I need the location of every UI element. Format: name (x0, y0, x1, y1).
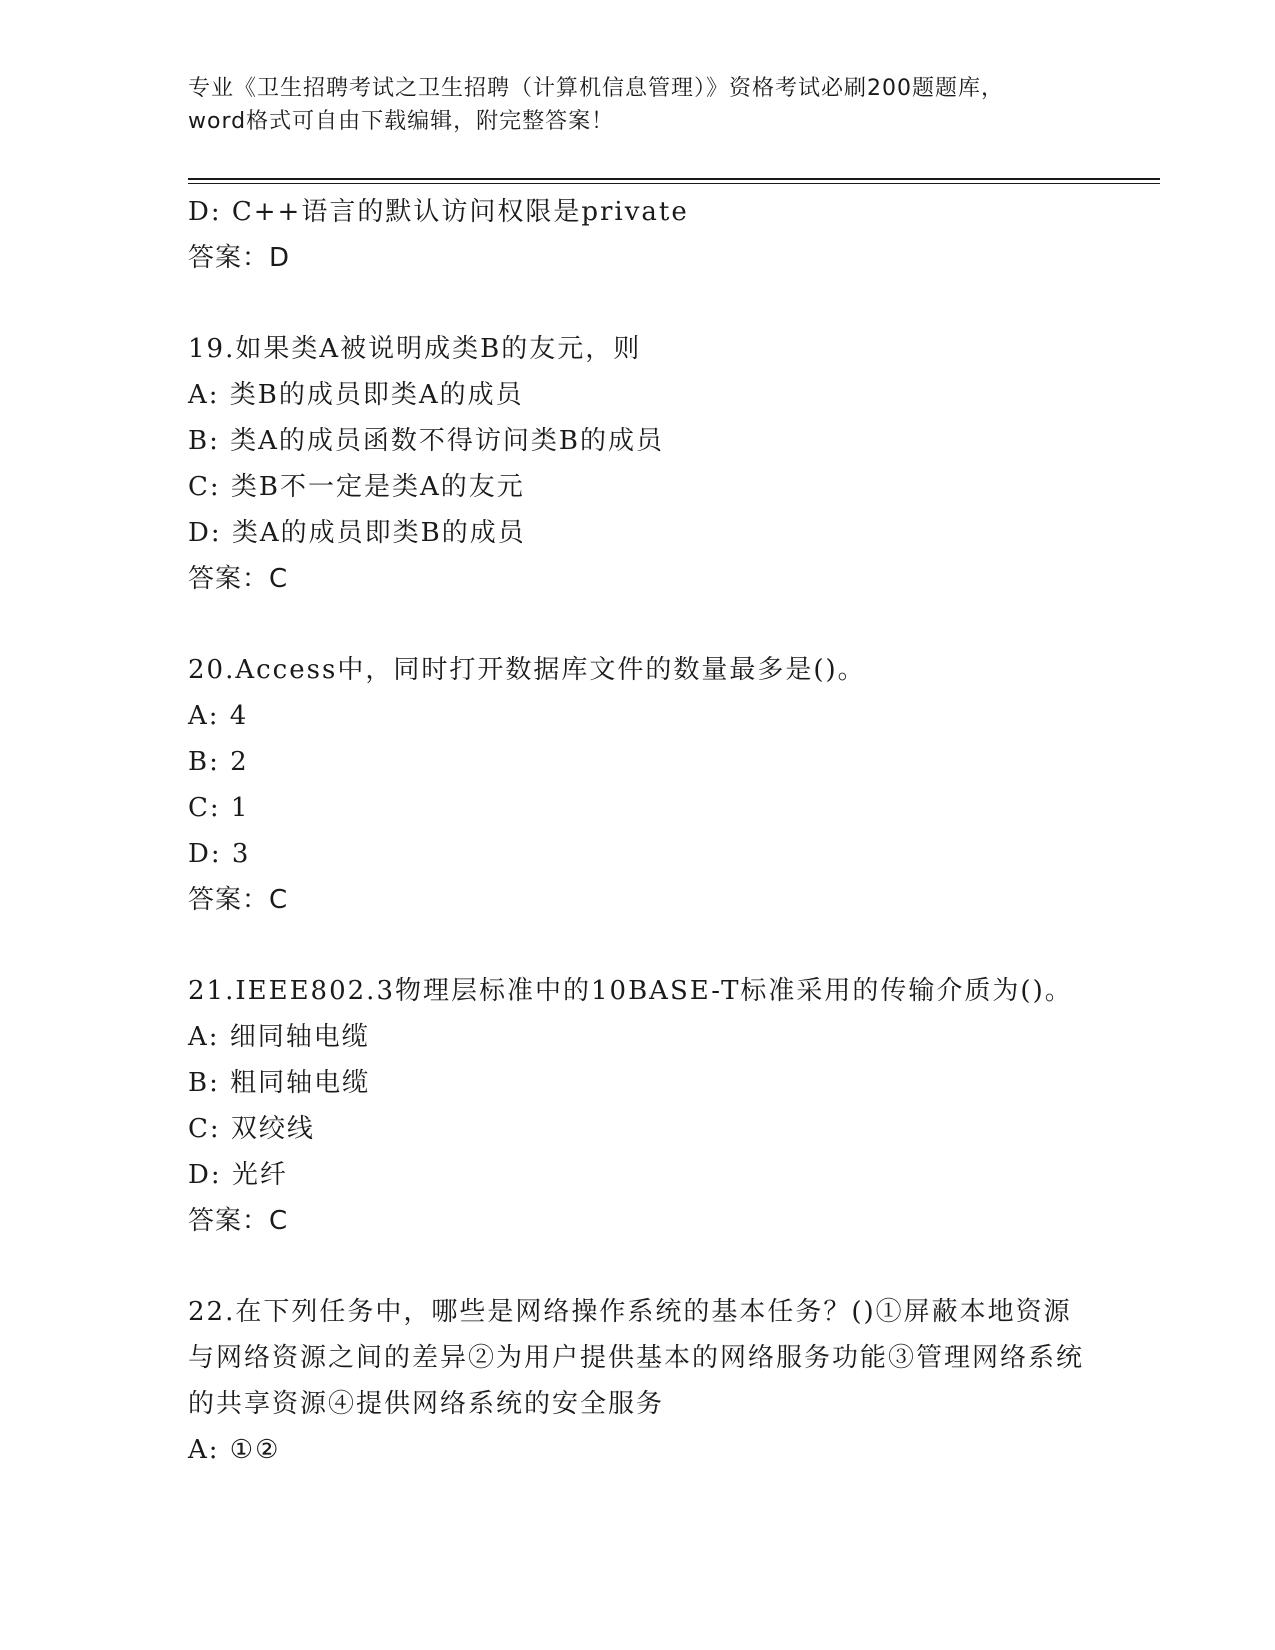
question-item-22 (188, 1289, 1088, 1473)
option-a: A: 细同轴电缆 (188, 1022, 370, 1052)
answer-line: 答案：C (188, 1206, 289, 1236)
header-rule-thin (188, 183, 1160, 184)
option-c: C: 双绞线 (188, 1114, 315, 1144)
option-b: B: 类A的成员函数不得访问类B的成员 (188, 426, 665, 456)
answer-line: 答案：D (188, 243, 291, 273)
question-stem: 19.如果类A被说明成类B的友元，则 (188, 334, 642, 364)
spacer (188, 1244, 1088, 1289)
document-header (188, 72, 1088, 138)
question-stem: 22.在下列任务中，哪些是网络操作系统的基本任务？()①屏蔽本地资源与网络资源之间的差异②为用户提供基本的网络服务功能③管理网络系统的共享资源④提供网络系统的安全服务 (188, 1297, 1085, 1419)
option-d: D: 类A的成员即类B的成员 (188, 518, 526, 548)
answer-line: 答案：C (188, 564, 289, 594)
question-item-19 (188, 326, 1088, 602)
question-list (188, 189, 1088, 1473)
option-a: A: 4 (188, 701, 249, 731)
option-c: C: 1 (188, 793, 250, 823)
question-item-18-tail (188, 189, 1088, 281)
question-stem: 21.IEEE802.3物理层标准中的10BASE-T标准采用的传输介质为()。 (188, 976, 1073, 1006)
answer-line: 答案：C (188, 885, 289, 915)
option-a: A: ①② (188, 1435, 281, 1465)
option-d: D: 3 (188, 839, 251, 869)
spacer (188, 281, 1088, 326)
question-stem: 20.Access中，同时打开数据库文件的数量最多是()。 (188, 655, 866, 685)
option-a: A: 类B的成员即类A的成员 (188, 380, 524, 410)
spacer (188, 602, 1088, 647)
option-b: B: 粗同轴电缆 (188, 1068, 371, 1098)
question-item-20 (188, 647, 1088, 923)
option-b: B: 2 (188, 747, 249, 777)
header-title-line1: 专业《卫生招聘考试之卫生招聘（计算机信息管理）》资格考试必刷200题题库， (188, 76, 1004, 101)
option-d: D: C++语言的默认访问权限是private (188, 197, 689, 227)
spacer (188, 923, 1088, 968)
option-c: C: 类B不一定是类A的友元 (188, 472, 525, 502)
header-title-line2: word格式可自由下载编辑，附完整答案！ (188, 109, 615, 134)
option-d: D: 光纤 (188, 1160, 288, 1190)
question-item-21 (188, 968, 1088, 1244)
header-rule-thick (188, 178, 1160, 180)
